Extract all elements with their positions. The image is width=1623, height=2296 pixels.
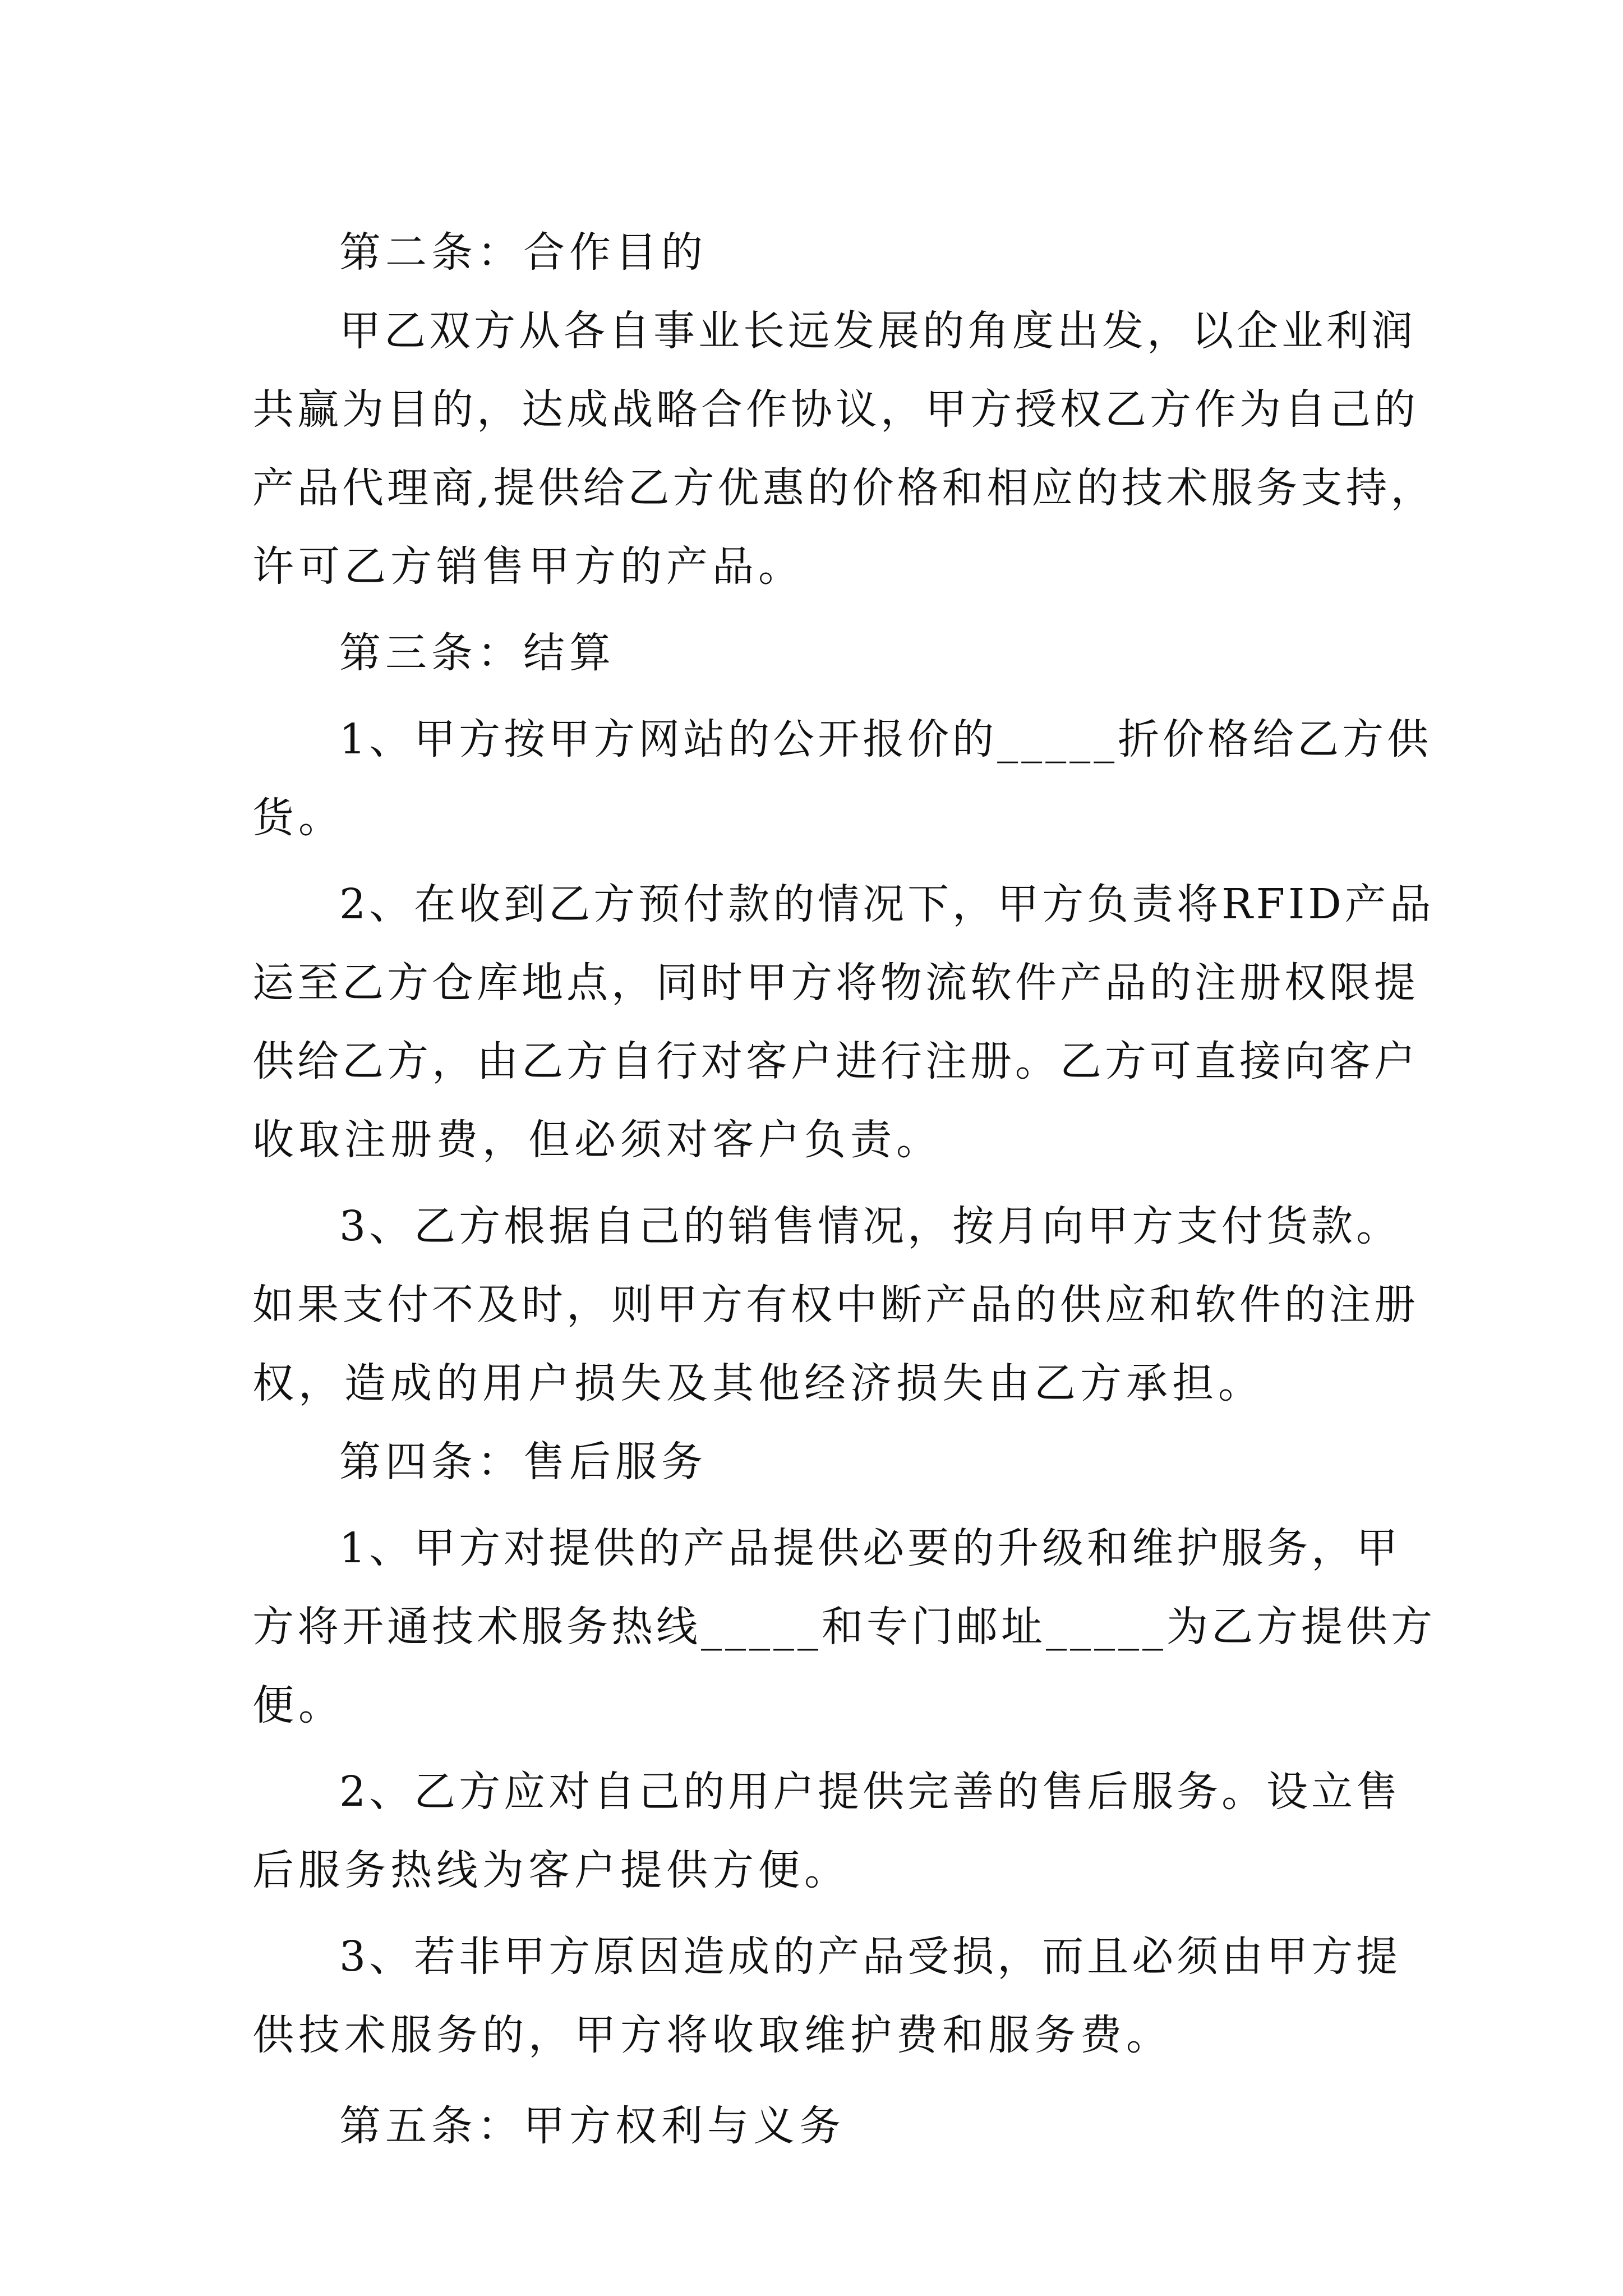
paragraph-line: 1、甲方按甲方网站的公开报价的_____折价格给乙方供: [339, 715, 1432, 763]
paragraph-line: 3、若非甲方原因造成的产品受损，而且必须由甲方提: [339, 1932, 1401, 1981]
paragraph-line: 运至乙方仓库地点，同时甲方将物流软件产品的注册权限提: [252, 959, 1419, 1007]
paragraph-line: 权，造成的用户损失及其他经济损失由乙方承担。: [252, 1359, 1264, 1407]
paragraph-line: 甲乙双方从各自事业长远发展的角度出发，以企业利润: [339, 307, 1416, 355]
paragraph-line: 供给乙方，由乙方自行对客户进行注册。乙方可直接向客户: [252, 1037, 1419, 1085]
article-2-heading: 第二条：合作目的: [339, 228, 707, 277]
paragraph-line: 便。: [252, 1681, 344, 1729]
paragraph-line: 2、乙方应对自己的用户提供完善的售后服务。设立售: [339, 1768, 1401, 1816]
document-body: [252, 213, 1436, 2165]
paragraph-line: 3、乙方根据自己的销售情况，按月向甲方支付货款。: [339, 1202, 1401, 1250]
paragraph-line: 1、甲方对提供的产品提供必要的升级和维护服务，甲: [339, 1524, 1401, 1572]
paragraph-line: 如果支付不及时，则甲方有权中断产品的供应和软件的注册: [252, 1281, 1419, 1329]
article-4-heading: 第四条：售后服务: [339, 1438, 707, 1486]
article-3-heading: 第三条：结算: [339, 629, 615, 677]
article-5-heading: 第五条：甲方权利与义务: [339, 2102, 845, 2150]
paragraph-line: 货。: [252, 794, 344, 842]
paragraph-line: 收取注册费，但必须对客户负责。: [252, 1116, 942, 1164]
paragraph-line: 方将开通技术服务热线_____和专门邮址_____为乙方提供方: [252, 1603, 1436, 1651]
paragraph-line: 后服务热线为客户提供方便。: [252, 1846, 850, 1894]
paragraph-line: 2、在收到乙方预付款的情况下，甲方负责将RFID产品: [339, 880, 1435, 928]
paragraph-line: 产品代理商,提供给乙方优惠的价格和相应的技术服务支持，: [252, 464, 1436, 512]
paragraph-line: 许可乙方销售甲方的产品。: [252, 542, 804, 591]
paragraph-line: 共赢为目的，达成战略合作协议，甲方授权乙方作为自己的: [252, 385, 1419, 434]
paragraph-line: 供技术服务的，甲方将收取维护费和服务费。: [252, 2011, 1172, 2059]
